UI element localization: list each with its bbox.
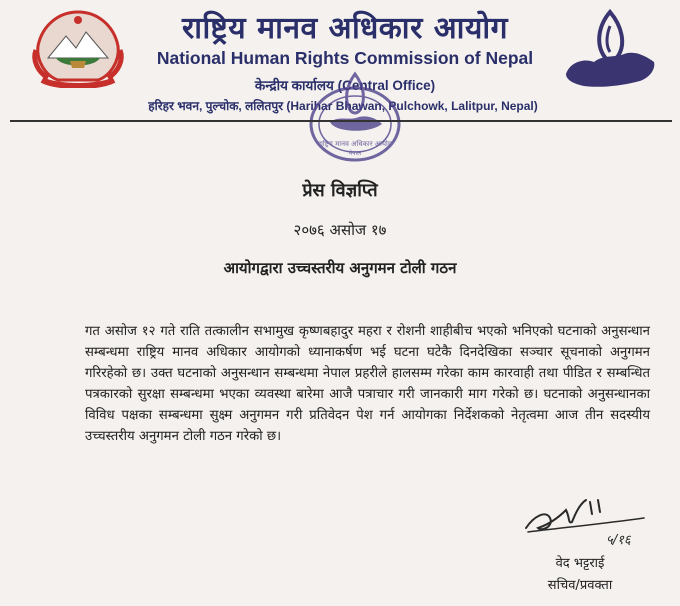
commission-name-english: National Human Rights Commission of Nepal (156, 48, 534, 68)
handwritten-signature-icon (520, 488, 650, 550)
signature-date: ५/१६ (606, 533, 631, 548)
signatory-title: सचिव/प्रवक्ता (547, 578, 613, 593)
signatory-name: वेद भट्टराई (555, 556, 605, 571)
header-divider (10, 120, 672, 122)
stamp-text: राष्ट्रिय मानव अधिकार आयोग (318, 140, 392, 148)
office-address: हरिहर भवन, पुल्चोक, ललितपुर (Harihar Bhawan, Pulchowk, Lalitpur, Nepal) (148, 99, 538, 113)
release-headline: आयोगद्वारा उच्चस्तरीय अनुगमन टोली गठन (223, 259, 457, 277)
release-body: गत असोज १२ गते राति तत्कालीन सभामुख कृष्णबहादुर महरा र रोशनी शाहीबीच भएको भनिएको घटनाको अनुसन्धान सम्बन्धमा राष्ट्रिय मानव अधिकार आयोगको ध्यानाकर्षण भई घटना घटेकै दिनदेखिका सञ्चार सूचनाको अनुगमन गरिरहेको छ। उक्त घटनाको अनुसन्धान सम्बन्धमा नेपाल प्रहरीले हालसम्म गरेका काम कारवाही तथा पीडित र सम्बन्धित पत्रकारको सुरक्षा सम्बन्धमा भएका व्यवस्था बारेमा आजै पत्राचार गरी जानकारी माग गरेको छ। घटनाको अनुसन्धानका विविध पक्षका सम्बन्धमा सुक्ष्म अनुगमन गरी प्रतिवेदन पेश गर्न आयोगका निर्देशकको नेतृत्वमा आज तीन सदस्यीय उच्चस्तरीय अनुगमन टोली गठन गरेको छ। (85, 324, 650, 444)
press-release-title: प्रेस विज्ञप्ति (302, 180, 378, 201)
nhrc-logo-icon (560, 4, 660, 104)
release-date: २०७६ असोज १७ (293, 221, 387, 239)
office-label: केन्द्रीय कार्यालय (Central Office) (254, 78, 436, 93)
official-stamp-icon (300, 62, 410, 172)
nepal-emblem-icon (28, 6, 128, 88)
commission-name-nepali: राष्ट्रिय मानव अधिकार आयोग (181, 11, 509, 46)
stamp-subtext: नेपाल (348, 150, 362, 157)
